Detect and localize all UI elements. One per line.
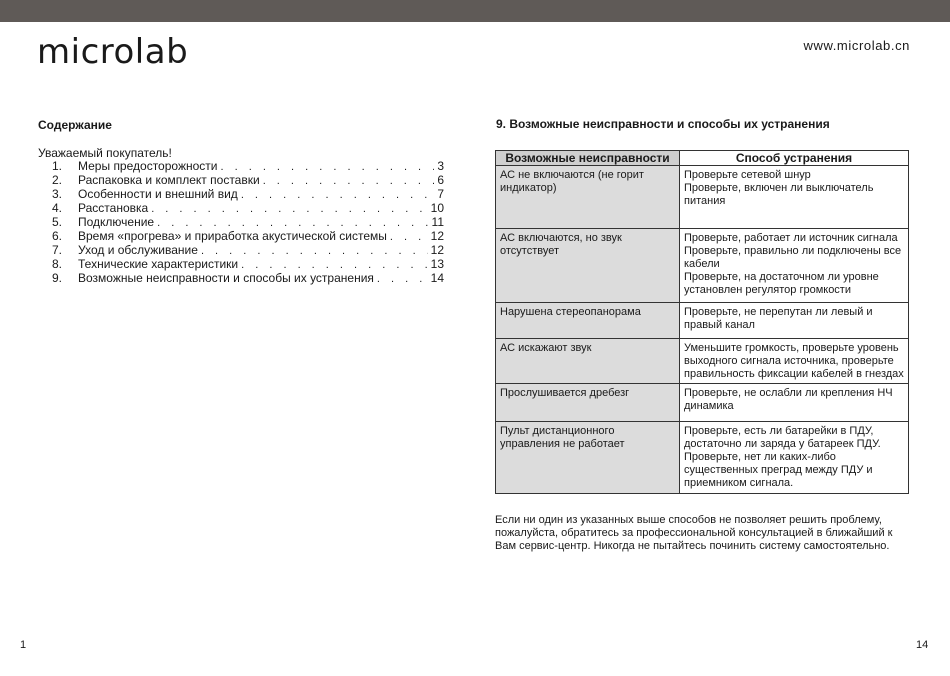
toc-item-number: 4. (52, 201, 63, 215)
toc-leader-dots (151, 202, 427, 216)
solution-cell (680, 303, 909, 339)
table-row (496, 229, 909, 303)
toc-leader-dots (263, 174, 435, 188)
toc-item (52, 159, 444, 173)
toc-item (52, 187, 444, 201)
table-of-contents (52, 159, 444, 285)
solution-line: Проверьте, есть ли батарейки в ПДУ, достаточно ли заряда у батареек ПДУ. (684, 425, 881, 450)
toc-item-number: 6. (52, 229, 63, 243)
solution-line: Проверьте, на достаточном ли уровне установлен регулятор громкости (684, 271, 879, 296)
toc-item-title: Расстановка (78, 201, 149, 215)
solution-cell (680, 339, 909, 384)
solution-cell (680, 229, 909, 303)
toc-item (52, 243, 444, 257)
table-row (496, 339, 909, 384)
problem-cell: Пульт дистанционного управления не работает (496, 422, 680, 494)
solution-line: Проверьте, работает ли источник сигнала (684, 232, 898, 244)
problem-cell: АС не включаются (не горит индикатор) (496, 166, 680, 229)
problem-cell: АС искажают звук (496, 339, 680, 384)
table-row (496, 422, 909, 494)
toc-leader-dots (241, 258, 428, 272)
toc-heading: Содержание (38, 118, 112, 132)
toc-item-title: Особенности и внешний вид (78, 187, 238, 201)
toc-item-page: 12 (430, 229, 444, 243)
website-url: www.microlab.cn (803, 38, 910, 53)
toc-leader-dots (241, 188, 435, 202)
page-number-right: 14 (916, 639, 929, 651)
toc-item-title: Возможные неисправности и способы их устранения (78, 271, 374, 285)
toc-leader-dots (201, 244, 428, 258)
solution-cell (680, 166, 909, 229)
toc-item-title: Подключение (78, 215, 155, 229)
toc-item-page: 3 (437, 159, 444, 173)
toc-leader-dots (377, 272, 428, 286)
table-row (496, 166, 909, 229)
toc-item-number: 3. (52, 187, 63, 201)
toc-item (52, 215, 444, 229)
toc-item-number: 9. (52, 271, 63, 285)
toc-item-page: 14 (430, 271, 444, 285)
solution-line: Проверьте сетевой шнур (684, 169, 811, 181)
toc-item (52, 201, 444, 215)
column-header-solution: Способ устранения (680, 151, 909, 166)
toc-item-page: 12 (430, 243, 444, 257)
greeting: Уважаемый покупатель! (38, 146, 172, 160)
solution-line: Проверьте, не ослабли ли крепления НЧ динамика (684, 387, 893, 412)
toc-leader-dots (157, 216, 428, 230)
toc-item-page: 7 (437, 187, 444, 201)
toc-item-number: 1. (52, 159, 63, 173)
toc-item-title: Уход и обслуживание (78, 243, 198, 257)
toc-item-page: 11 (431, 215, 444, 229)
troubleshooting-table (495, 150, 909, 494)
problem-cell: Прослушивается дребезг (496, 384, 680, 422)
toc-item-number: 7. (52, 243, 63, 257)
footer-note: Если ни один из указанных выше способов не позволяет решить проблему, пожалуйста, обратитесь за профессиональной консультацией в ближайший к Вам сервис-центр. Никогда не пытайтесь починить систему самостоятельно. (495, 514, 893, 552)
solution-line: Проверьте, нет ли каких-либо существенных преград между ПДУ и приемником сигнала. (684, 451, 873, 489)
toc-item-page: 6 (437, 173, 444, 187)
brand-logo: microlab (37, 32, 189, 72)
toc-item-number: 5. (52, 215, 63, 229)
solution-line: Проверьте, включен ли выключатель питания (684, 182, 874, 207)
section-heading: 9. Возможные неисправности и способы их устранения (496, 117, 830, 131)
toc-item-title: Распаковка и комплект поставки (78, 173, 260, 187)
toc-item-page: 13 (430, 257, 444, 271)
toc-leader-dots (220, 160, 434, 174)
table-row (496, 303, 909, 339)
problem-cell: Нарушена стереопанорама (496, 303, 680, 339)
toc-item-number: 8. (52, 257, 63, 271)
solution-cell (680, 384, 909, 422)
solution-cell (680, 422, 909, 494)
toc-item (52, 271, 444, 285)
toc-item-title: Технические характеристики (78, 257, 239, 271)
top-bar (0, 0, 950, 22)
toc-item-page: 10 (430, 201, 444, 215)
toc-item-title: Меры предосторожности (78, 159, 218, 173)
solution-line: Проверьте, правильно ли подключены все кабели (684, 245, 902, 270)
column-header-problem: Возможные неисправности (496, 151, 680, 166)
toc-item-number: 2. (52, 173, 63, 187)
toc-item (52, 173, 444, 187)
toc-leader-dots (390, 230, 428, 244)
toc-item (52, 229, 444, 243)
toc-item (52, 257, 444, 271)
table-row (496, 384, 909, 422)
toc-item-title: Время «прогрева» и приработка акустической системы (78, 229, 387, 243)
solution-line: Уменьшите громкость, проверьте уровень выходного сигнала источника, проверьте правильность фиксации кабелей в гнездах (684, 342, 904, 380)
solution-line: Проверьте, не перепутан ли левый и правый канал (684, 306, 873, 331)
page-number-left: 1 (20, 639, 27, 651)
problem-cell: АС включаются, но звук отсутствует (496, 229, 680, 303)
